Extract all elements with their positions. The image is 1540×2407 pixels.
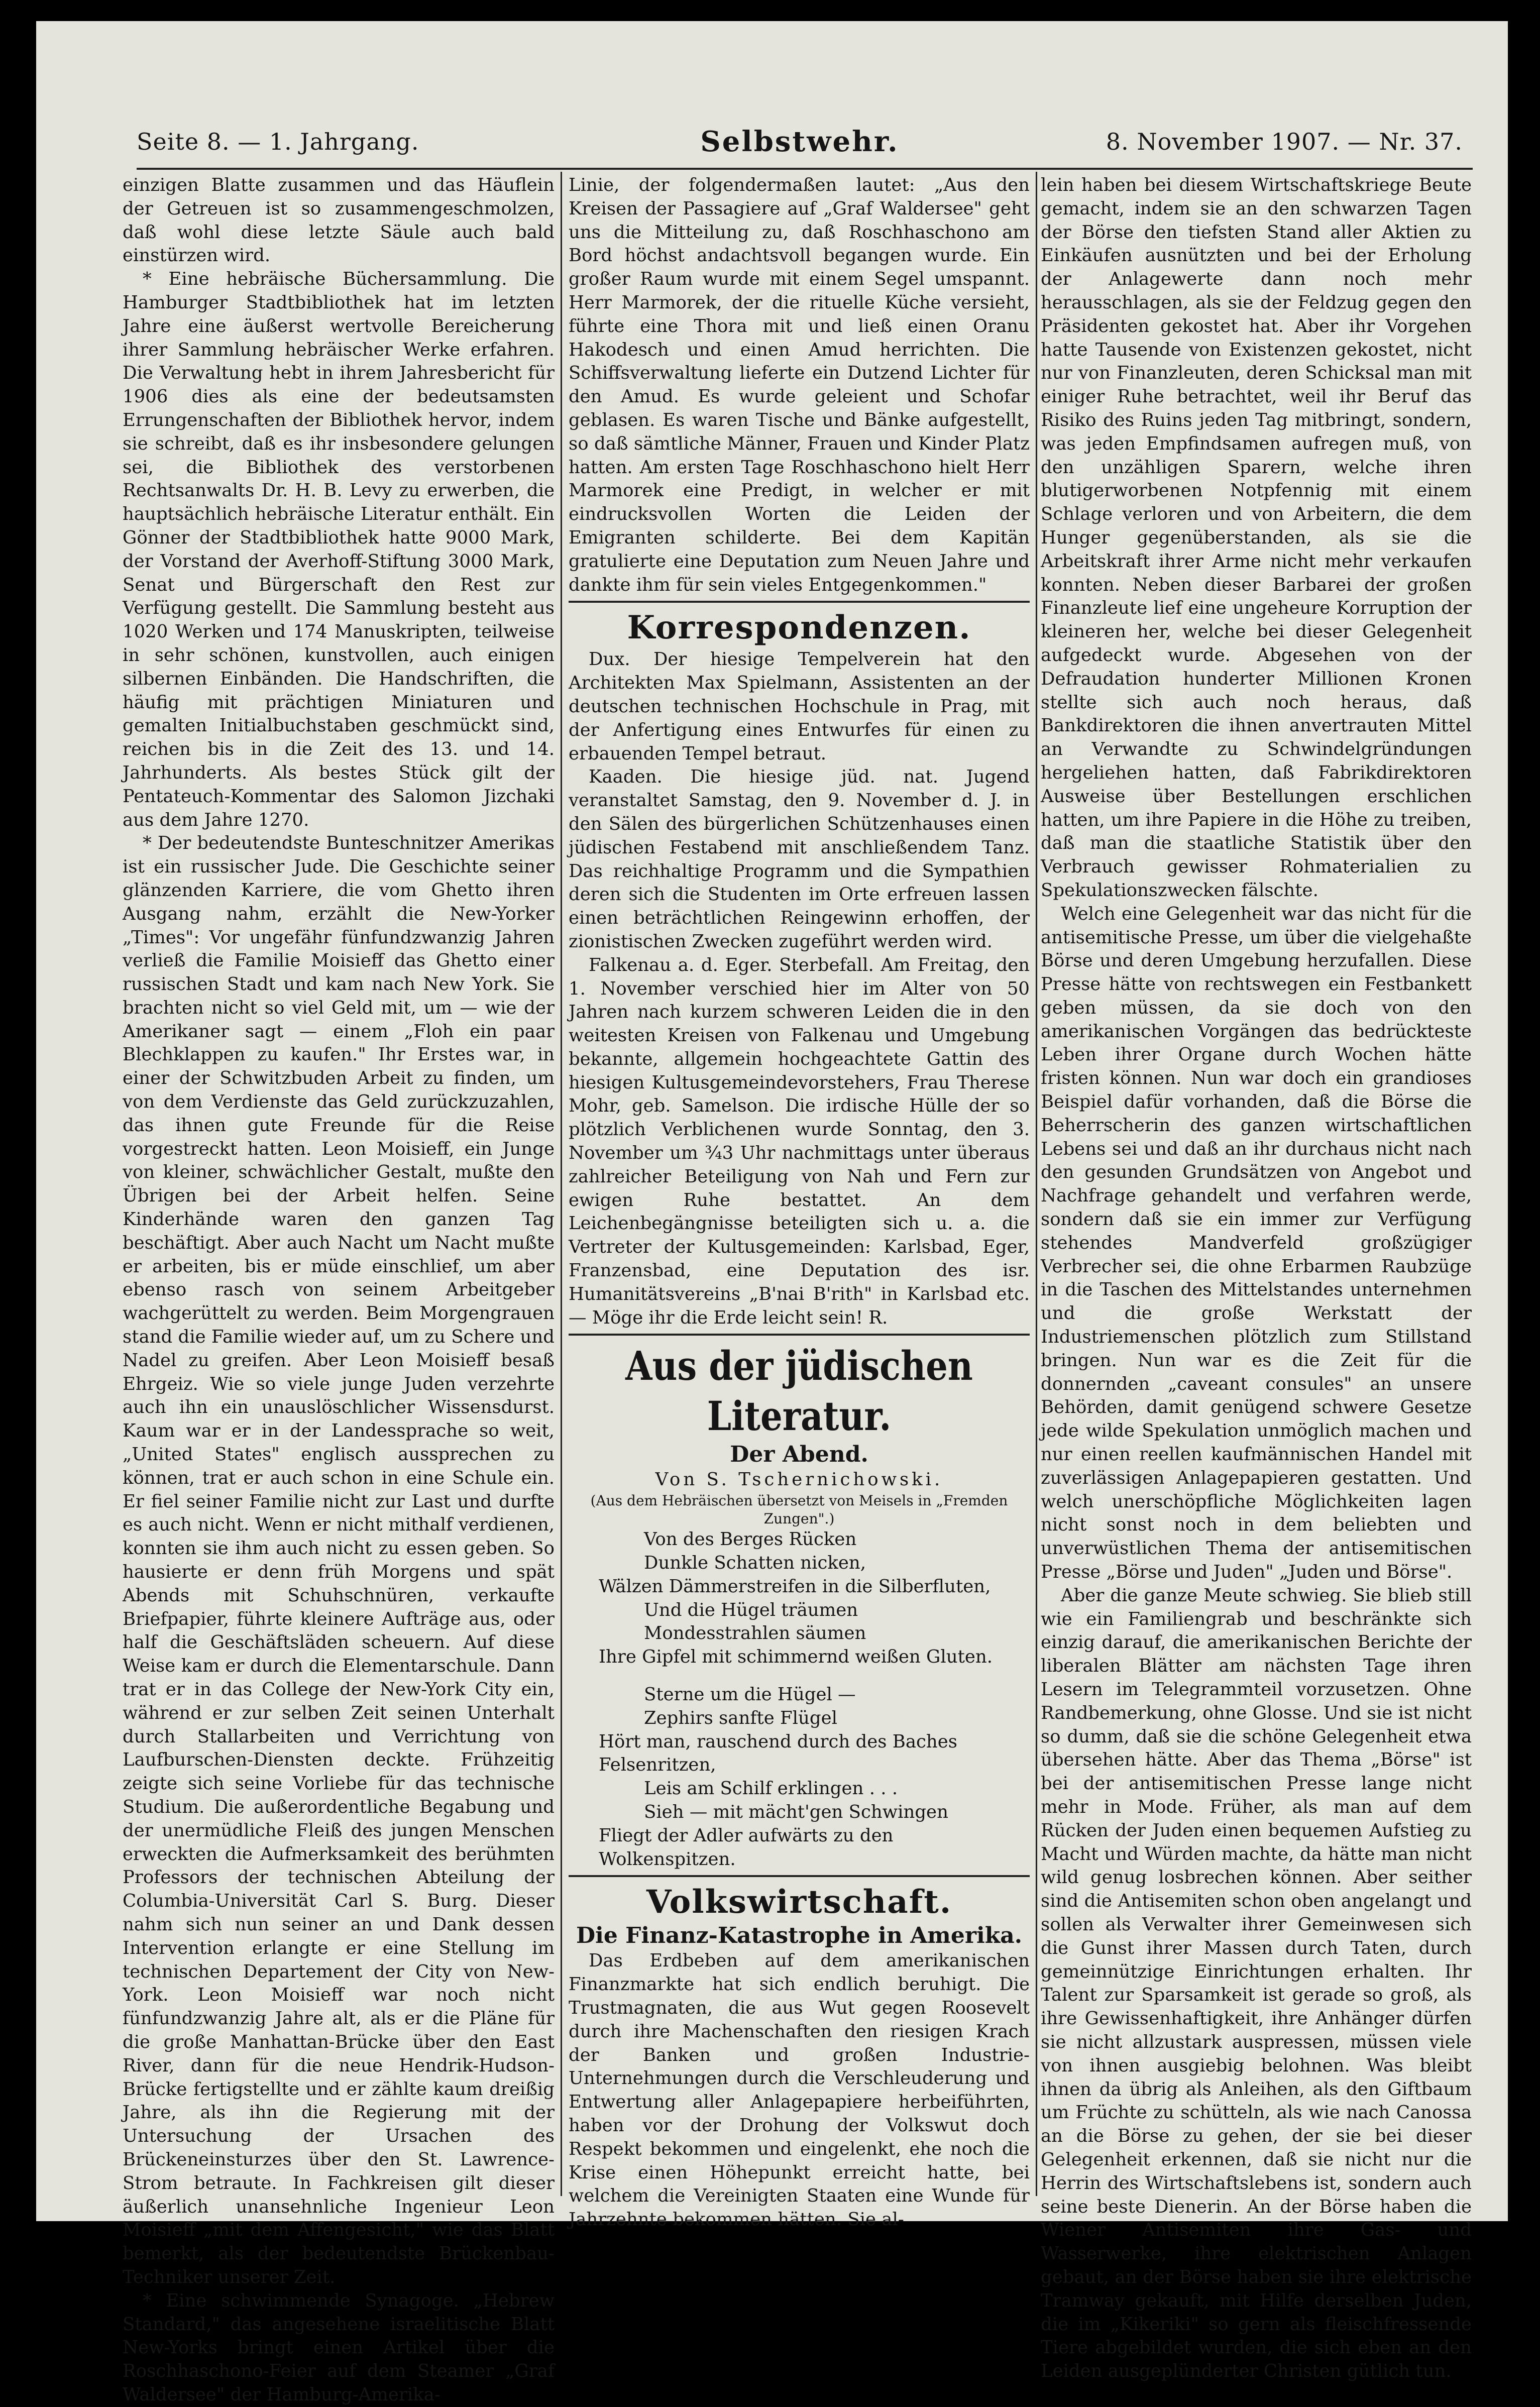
poem-line: Mondesstrahlen säumen	[644, 1623, 866, 1644]
column-3	[1041, 174, 1472, 2382]
section-rule	[569, 601, 1030, 603]
article-schwimmende-synagoge: * Eine schwimmende Synagoge. „Hebrew Standard," das angesehene israelitische Blatt New-Yorks bringt einen Artikel über die Roschhaschono-Feier auf dem Steamer „Graf Waldersee" der Hamburg-Amerika-	[123, 2290, 555, 2405]
korrespondenz-falkenau: Falkenau a. d. Eger. Sterbefall. Am Freitag, den 1. November verschied hier im Alter von 50 Jahren nach kurzem schweren Leiden die in den weitesten Kreisen von Falkenau und Umgebung bekannte, allgemein hochgeachtete Gattin des hiesigen Kultusgemeindevorstehers, Frau Therese Mohr, geb. Samelson. Die irdische Hülle der so plötzlich Verblichenen wurde Sonntag, den 3. November um ¾3 Uhr nachmittags unter überaus zahlreicher Beteiligung von Nah und Fern zur ewigen Ruhe bestattet. An dem Leichenbegängnisse beteiligten sich u. a. die Vertreter der Kultusgemeinden: Karlsbad, Eger, Franzensbad, eine Deputation des isr. Humanitätsvereins „B'nai B'rith" in Karlsbad etc. — Möge ihr die Erde leicht sein! R.	[569, 954, 1030, 1328]
poem-line: Hört man, rauschend durch des Baches Felsenritzen,	[599, 1731, 958, 1776]
poem-line: Dunkle Schatten nicken,	[644, 1553, 866, 1574]
poem-line: Sterne um die Hügel —	[644, 1684, 856, 1705]
poem-title: Der Abend.	[730, 1442, 868, 1468]
article-paragraph: Welch eine Gelegenheit war das nicht für die antisemitische Presse, um über die vielgehaßte Börse und deren Umgebung herzufallen. Diese Presse hätte von rechtswegen ein Festbankett geben müssen, da sie doch von den amerikanischen Vorgängen das bedrückteste Leben ihrer Organe durch Wochen hätte fristen können. Nun war doch ein grandioses Beispiel dafür vorhanden, daß die Börse die Beherrscherin des ganzen wirtschaftlichen Lebens sei und daß an ihr durchaus nicht nach den gesunden Grundsätzen von Angebot und Nachfrage gehandelt und verfahren werde, sondern daß sie ein immer zur Verfügung stehendes Mandverfeld großzügiger Verbrecher sei, die ohne Erbarmen Raubzüge in die Taschen des Mittelstandes unternehmen und die große Werkstatt der Industriemenschen plötzlich zum Stillstand bringen. Nun war es die Zeit für die donnernden „caveant consules" an unsere Behörden, damit genügend schwere Gesetze jede wilde Spekulation unmöglich machen und nur einen reellen kaufmännischen Handel mit zuverlässigen Anlagepapieren gestatten. Und welch unerschöpfliche Möglichkeiten lagen nicht sonst noch in dem beliebten und unverwüstlichen Thema der antisemitischen Presse „Börse und Juden" „Juden und Börse".	[1041, 903, 1472, 1583]
poem-line: Zephirs sanfte Flügel	[644, 1707, 837, 1728]
issue-date: 8. November 1907. — Nr. 37.	[1106, 128, 1463, 155]
article-text: einzigen Blatte zusammen und das Häuflein der Getreuen ist so zusammengeschmolzen, daß wohl diese letzte Säule auch bald einstürzen wird.	[123, 175, 555, 266]
section-rule	[569, 1875, 1030, 1877]
section-rule	[569, 1334, 1030, 1336]
article-subheading: Die Finanz-Katastrophe in Amerika.	[576, 1923, 1023, 1949]
section-heading-literatur: Aus der jüdischen Literatur.	[625, 1342, 973, 1440]
article-finanz-katastrophe: Das Erdbeben auf dem amerikanischen Finanzmarkte hat sich endlich beruhigt. Die Trustmagnaten, die aus Wut gegen Roosevelt durch ihre Machenschaften den riesigen Krach der Banken und großen Industrie-Unternehmungen durch die Verschleuderung und Entwertung aller Anlagepapiere herbeiführten, haben vor der Drohung der Volkswut doch Respekt bekommen und eingelenkt, ehe noch die Krise einen Höhepunkt erreicht hatte, bei welchem die Vereinigten Staaten eine Wunde für Jahrzehnte bekommen hätten. Sie al-	[569, 1950, 1030, 2230]
article-hebraeische-buechersammlung: * Eine hebräische Büchersammlung. Die Hamburger Stadtbibliothek hat im letzten Jahre eine äußerst wertvolle Bereicherung ihrer Sammlung hebräischer Werke erfahren. Die Verwaltung hebt in ihrem Jahresbericht für 1906 dies als eine der bedeutsamsten Errungenschaften der Bibliothek hervor, indem sie schreibt, daß es ihr insbesondere gelungen sei, die Bibliothek des verstorbenen Rechtsanwalts Dr. H. B. Levy zu erwerben, die hauptsächlich hebräische Literatur enthält. Ein Gönner der Stadtbibliothek hatte 9000 Mark, der Vorstand der Averhoff-Stiftung 3000 Mark, Senat und Bürgerschaft den Rest zur Verfügung gestellt. Die Sammlung besteht aus 1020 Werken und 174 Manuskripten, teilweise in sehr schönen, kunstvollen, auch einigen silbernen Einbänden. Die Handschriften, die häufig mit prächtigen Miniaturen und gemalten Initialbuchstaben geschmückt sind, reichen bis in die Zeit des 13. und 14. Jahrhunderts. Als bestes Stück gilt der Pentateuch-Kommentar des Salomon Jizchaki aus dem Jahre 1270.	[123, 269, 555, 830]
article-text-continued: lein haben bei diesem Wirtschaftskriege Beute gemacht, indem sie an den schwarzen Tagen der Börse den tiefsten Stand aller Aktien zu Einkäufen ausnützten und bei der Erholung der Anlagewerte dann noch mehr herausschlagen, als sie der Feldzug gegen den Präsidenten gekostet hat. Aber ihr Vorgehen hatte Tausende von Existenzen gekostet, nicht nur von Finanzleuten, deren Schicksal man mit einiger Ruhe betrachtet, weil ihr Beruf das Risiko des Ruins jeden Tag mitbringt, sondern, was jeden Empfindsamen aufregen muß, von den unzähligen Sparern, welche ihren blutigerworbenen Notpfennig mit einem Schlage verloren und von Arbeitern, die dem Hunger gegenüberstanden, als sie die Arbeitskraft ihrer Arme nicht mehr verkaufen konnten. Neben dieser Barbarei der großen Finanzleute lief eine ungeheure Korruption der kleineren her, welche bei dieser Gelegenheit aufgedeckt wurde. Abgesehen von der Defraudation hunderter Millionen Kronen stellte sich auch noch heraus, daß Bankdirektoren die ihnen anvertrauten Mittel an Verwandte zu Schwindelgründungen hergeliehen hatten, daß Fabrikdirektoren Ausweise über Bestellungen erschlichen hatten, um ihre Papiere in die Höhe zu treiben, daß man die staatliche Statistik über den Verbrauch gewisser Rohmaterialien zu Spekulationszwecken fälschte.	[1041, 175, 1472, 901]
poem-line: Fliegt der Adler aufwärts zu den Wolkenspitzen.	[599, 1825, 894, 1870]
poem-line: Leis am Schilf erklingen . . .	[644, 1778, 898, 1799]
poem-line: Von des Berges Rücken	[644, 1529, 857, 1550]
page-header	[137, 122, 1463, 162]
poem-line: Ihre Gipfel mit schimmernd weißen Gluten.	[599, 1647, 993, 1668]
section-heading-korrespondenzen: Korrespondenzen.	[627, 609, 971, 647]
poem-body	[569, 1528, 1030, 1871]
page-number-issue: Seite 8. — 1. Jahrgang.	[137, 128, 419, 155]
header-rule	[137, 168, 1473, 170]
poem-line: Wälzen Dämmerstreifen in die Silberfluten,	[599, 1576, 991, 1597]
poem-author: Von S. Tschernichowski.	[655, 1469, 943, 1490]
column-1	[123, 174, 555, 2405]
column-divider-2	[1036, 172, 1037, 2196]
masthead-title: Selbstwehr.	[700, 125, 899, 158]
korrespondenz-kaaden: Kaaden. Die hiesige jüd. nat. Jugend veranstaltet Samstag, den 9. November d. J. in den Sälen des bürgerlichen Schützenhauses einen jüdischen Festabend mit anschließendem Tanz. Das reichhaltige Programm und die Sympathien deren sich die Studenten im Orte erfreuen lassen einen beträchtlichen Reingewinn erhoffen, der zionistischen Zwecken zugeführt werden wird.	[569, 767, 1030, 952]
korrespondenz-dux: Dux. Der hiesige Tempelverein hat den Architekten Max Spielmann, Assistenten an der deutschen technischen Hochschule in Prag, mit der Anfertigung eines Entwurfes für einen zu erbauenden Tempel betraut.	[569, 649, 1030, 764]
poem-translation-note: (Aus dem Hebräischen übersetzt von Meisels in „Fremden Zungen".)	[590, 1492, 1008, 1527]
section-heading-volkswirtschaft: Volkswirtschaft.	[646, 1883, 952, 1921]
poem-line: Sieh — mit mächt'gen Schwingen	[644, 1802, 948, 1823]
article-buntschnitzer-amerikas: * Der bedeutendste Bunteschnitzer Amerikas ist ein russischer Jude. Die Geschichte seiner glänzenden Karriere, die vom Ghetto ihren Ausgang nahm, erzählt die New-Yorker „Times": Vor ungefähr fünfundzwanzig Jahren verließ die Familie Moisieff das Ghetto einer russischen Stadt und kam nach New York. Sie brachten nicht so viel Geld mit, um — wie der Amerikaner sagt — einem „Floh ein paar Blechklappen zu kaufen." Ihr Erstes war, in einer der Schwitzbuden Arbeit zu finden, um von dem Verdienste das Geld zurückzuzahlen, das ihnen gute Freunde für die Reise vorgestreckt hatten. Leon Moisieff, ein Junge von kleiner, schwächlicher Gestalt, mußte den Übrigen bei der Arbeit helfen. Seine Kinderhände waren den ganzen Tag beschäftigt. Aber auch Nacht um Nacht mußte er arbeiten, bis er müde einschlief, um aber ebenso rasch von seinem Arbeitgeber wachgerüttelt zu werden. Beim Morgengrauen stand die Familie wieder auf, um zu Schere und Nadel zu greifen. Aber Leon Moisieff besaß Ehrgeiz. Wie so viele junge Juden verzehrte auch ihn ein unauslöschlicher Wissensdurst. Kaum war er in der Landessprache so weit, „United States" englisch aussprechen zu können, trat er auch schon in eine Schule ein. Er fiel seiner Familie nicht zur Last und durfte es auch nicht. Wenn er nicht mithalf verdienen, konnten sie ihm auch nicht zu essen geben. So hausierte er denn früh Morgens und spät Abends mit Schuhschnüren, verkaufte Briefpapier, führte kleinere Aufträge aus, oder half die Geschäftsläden scheuern. Auf diese Weise kam er durch die Elementarschule. Dann trat er in das College der New-York City ein, während er zur selben Zeit seinen Unterhalt durch Stallarbeiten und Verrichtung von Laufburschen-Diensten deckte. Frühzeitig zeigte sich seine Vorliebe für das technische Studium. Die außerordentliche Begabung und der unermüdliche Fleiß des jungen Menschen erweckten die Aufmerksamkeit des berühmten Professors der technischen Abteilung der Columbia-Universität Carl S. Burg. Dieser nahm sich nun seiner an und Dank dessen Intervention erlangte er eine Stellung im technischen Departement der City von New-York. Leon Moisieff war noch nicht fünfundzwanzig Jahre alt, als er die Pläne für die große Manhattan-Brücke über den East River, dann für die neue Hendrik-Hudson-Brücke fertigstellte und er zählte kaum dreißig Jahre, als ihn die Regierung mit der Untersuchung der Ursachen des Brückeneinsturzes über den St. Lawrence-Strom betraute. In Fachkreisen gilt dieser äußerlich unansehnliche Ingenieur Leon Moisieff „mit dem Affengesicht," wie das Blatt bemerkt, als der bedeutendste Brückenbau-Techniker unserer Zeit.	[123, 833, 555, 2287]
article-paragraph: Aber die ganze Meute schwieg. Sie blieb still wie ein Familiengrab und beschränkte sich einzig darauf, die amerikanischen Berichte der liberalen Blätter am nächsten Tage ihren Lesern im Telegrammteil vorzusetzen. Ohne Randbemerkung, ohne Glosse. Und sie ist nicht so dumm, daß sie die schöne Gelegenheit etwa übersehen hätte. Aber das Thema „Börse" ist bei der antisemitischen Presse lange nicht mehr in Mode. Früher, als man auf dem Rücken der Juden einen bequemen Aufstieg zu Macht und Würden machte, da hätte man nicht wild genug losbrechen können. Aber seither sind die Antisemiten schon oben angelangt und sollen als Verwalter ihrer Gemeinwesen sich die Gunst ihrer Massen durch Taten, durch gemeinnützige Einrichtungen erhalten. Ihr Talent zur Sparsamkeit ist gerade so groß, als ihre Gewissenhaftigkeit, ihre Anhänger dürfen sie nicht allzustark auspressen, müssen viele von ihnen ausgiebig belohnen. Was bleibt ihnen da übrig als Anleihen, als den Giftbaum um Früchte zu schütteln, als wie nach Canossa an die Börse zu gehen, der sie bei dieser Gelegenheit erkennen, daß sie nicht nur die Herrin des Wirtschaftslebens ist, sondern auch seine beste Dienerin. An der Börse haben die Wiener Antisemiten ihre Gas- und Wasserwerke, ihre elektrischen Anlagen gebaut, an der Börse haben sie ihre elektrische Tramway gekauft, mit Hilfe derselben Juden, die im „Kikeriki" so gern als fleischfressende Tiere abgebildet wurden, die sich eben an den Leiden ausgeplünderter Christen gütlich tun.	[1041, 1585, 1472, 2382]
poem-line: Und die Hügel träumen	[644, 1599, 858, 1620]
newspaper-page	[36, 21, 1508, 2405]
article-text-continued: Linie, der folgendermaßen lautet: „Aus den Kreisen der Passagiere auf „Graf Waldersee" geht uns die Mitteilung zu, daß Roschhaschono am Bord höchst andachtsvoll begangen wurde. Ein großer Raum wurde mit einem Segel umspannt. Herr Marmorek, der die rituelle Küche versieht, führte eine Thora mit und ließ einen Oranu Hakodesch und einen Amud herrichten. Die Schiffsverwaltung lieferte ein Dutzend Lichter für den Amud. Es wurde geleient und Schofar geblasen. Es waren Tische und Bänke aufgestellt, so daß sämtliche Männer, Frauen und Kinder Platz hatten. Am ersten Tage Roschhaschono hielt Herr Marmorek eine Predigt, in welcher er mit eindrucksvollen Worten die Leiden der Emigranten schilderte. Bei dem Kapitän gratulierte eine Deputation zum Neuen Jahre und dankte ihm für sein vieles Entgegenkommen."	[569, 175, 1030, 595]
column-2	[569, 174, 1030, 2230]
column-divider-1	[561, 172, 562, 2196]
